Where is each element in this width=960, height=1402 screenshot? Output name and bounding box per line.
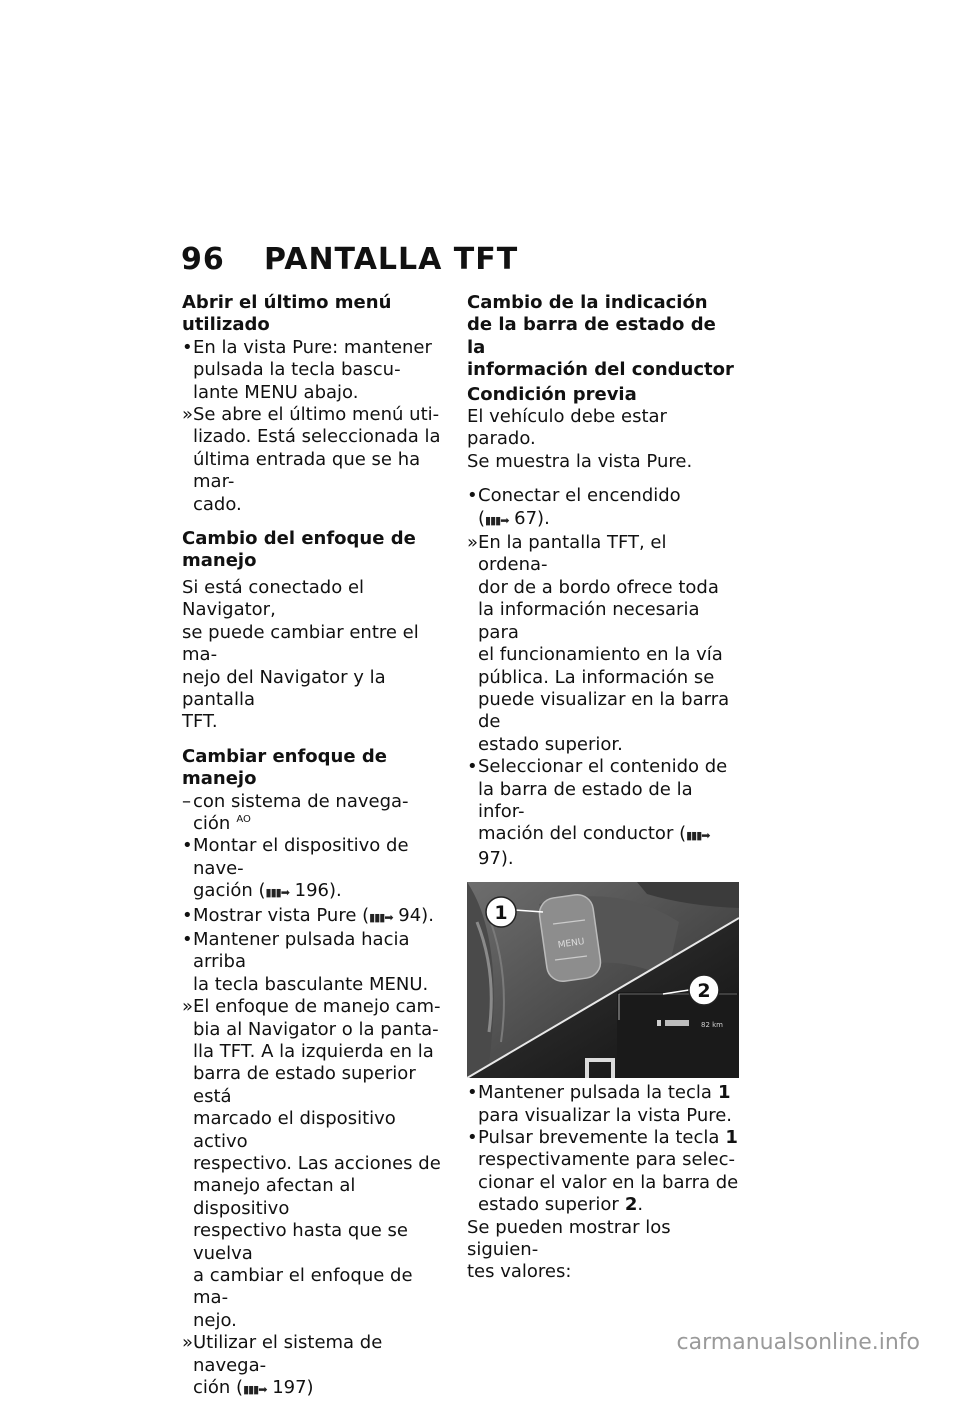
instruction-step: • Pulsar brevemente la tecla 1 respectivamente para selec- cionar el valor en la barra de estado superior 2. <box>467 1126 739 1216</box>
section-heading: Cambio del enfoque de manejo <box>182 528 416 572</box>
instruction-step: • Mantener pulsada hacia arriba la tecla basculante MENU. <box>182 928 429 995</box>
menu-rocker-key <box>537 893 602 984</box>
bullet-icon: • <box>467 485 478 507</box>
page-number: 96 <box>181 242 225 277</box>
bullet-icon: • <box>182 835 193 857</box>
page-reference-arrow-icon: ▮▮▮➡ <box>243 1383 267 1397</box>
page-reference[interactable]: 97). <box>478 847 514 869</box>
page-reference[interactable]: 197) <box>272 1377 314 1399</box>
result-marker-icon: » <box>467 532 479 554</box>
instruction-step: • Seleccionar el contenido de la barra de estado de la infor- mación del conductor (▮▮▮➡ 97). <box>467 756 728 869</box>
svg-text:1: 1 <box>494 902 508 925</box>
svg-text:MENU: MENU <box>557 937 586 951</box>
paragraph: Se pueden mostrar los siguien- tes valores: <box>467 1216 671 1283</box>
result-step: » Utilizar el sistema de navega- ción (▮▮▮➡ 197) <box>182 1332 383 1399</box>
paragraph: Si está conectado el Navigator, se puede cambiar entre el ma- nejo del Navigator y la pantalla TFT. <box>182 576 419 733</box>
right-column <box>467 292 739 1284</box>
subheading: Condición previa <box>467 383 637 405</box>
instruction-step: • En la vista Pure: mantener pulsada la tecla bascu- lante MENU abajo. <box>182 336 432 403</box>
bullet-icon: • <box>467 1126 478 1148</box>
section-heading: Cambiar enfoque de manejo <box>182 745 387 790</box>
page-reference-arrow-icon: ▮▮▮➡ <box>485 513 509 527</box>
result-step: » Se abre el último menú uti- lizado. Está seleccionada la última entrada que se ha mar- cado. <box>182 404 441 515</box>
page-reference[interactable]: 67). <box>514 507 550 529</box>
page-reference-arrow-icon: ▮▮▮➡ <box>686 829 710 843</box>
section-heading: Abrir el último menú utilizado <box>182 292 392 336</box>
watermark: carmanualsonline.info <box>676 1330 920 1355</box>
page-header <box>181 242 781 282</box>
instruction-step: • Mostrar vista Pure (▮▮▮➡ 94). <box>182 904 434 926</box>
result-marker-icon: » <box>182 996 194 1018</box>
section-heading: Cambio de la indicación de la barra de estado de la información del conductor <box>467 292 734 381</box>
instruction-step: • Montar el dispositivo de nave- gación (▮▮▮➡ 196). <box>182 835 409 902</box>
result-step: » En la pantalla TFT, el ordena- dor de a bordo ofrece toda la información necesaria para el funcionamiento en la vía pública. La información se puede visualizar en la barra de estado superior. <box>467 532 730 755</box>
result-marker-icon: » <box>182 1332 194 1354</box>
page-reference-arrow-icon: ▮▮▮➡ <box>265 886 289 900</box>
bullet-icon: • <box>182 336 193 358</box>
bullet-icon: • <box>467 756 478 778</box>
svg-text:82 km: 82 km <box>701 1021 724 1030</box>
dash-marker-icon: – <box>182 790 191 812</box>
bullet-icon: • <box>182 928 193 950</box>
handlebar-and-display-photo <box>467 882 739 1078</box>
page-title: PANTALLA TFT <box>264 242 519 277</box>
instruction-step: • Conectar el encendido (▮▮▮➡ 67). <box>467 485 681 529</box>
page-reference-arrow-icon: ▮▮▮➡ <box>369 910 393 924</box>
result-marker-icon: » <box>182 404 194 426</box>
bullet-icon: • <box>467 1082 478 1104</box>
left-column <box>182 292 450 1402</box>
paragraph: El vehículo debe estar parado. Se muestra la vista Pure. <box>467 406 693 472</box>
result-step: » El enfoque de manejo cam- bia al Navigator o la panta- lla TFT. A la izquierda en la barra de estado superior está marcado el dispositivo activo respectivo. Las acciones de manejo afectan al dispositivo respectivo hasta que se vuelva a cambiar el enfoque de ma- nejo. <box>182 996 441 1331</box>
svg-text:2: 2 <box>697 980 711 1003</box>
page-reference[interactable]: 94). <box>398 904 434 926</box>
page-reference[interactable]: 196). <box>294 880 342 902</box>
instruction-step: • Mantener pulsada la tecla 1 para visualizar la vista Pure. <box>467 1082 733 1126</box>
option-code: AO <box>236 813 251 825</box>
bullet-icon: • <box>182 904 193 926</box>
precondition: – con sistema de navega- ción $^{AO}$ <box>182 790 409 834</box>
